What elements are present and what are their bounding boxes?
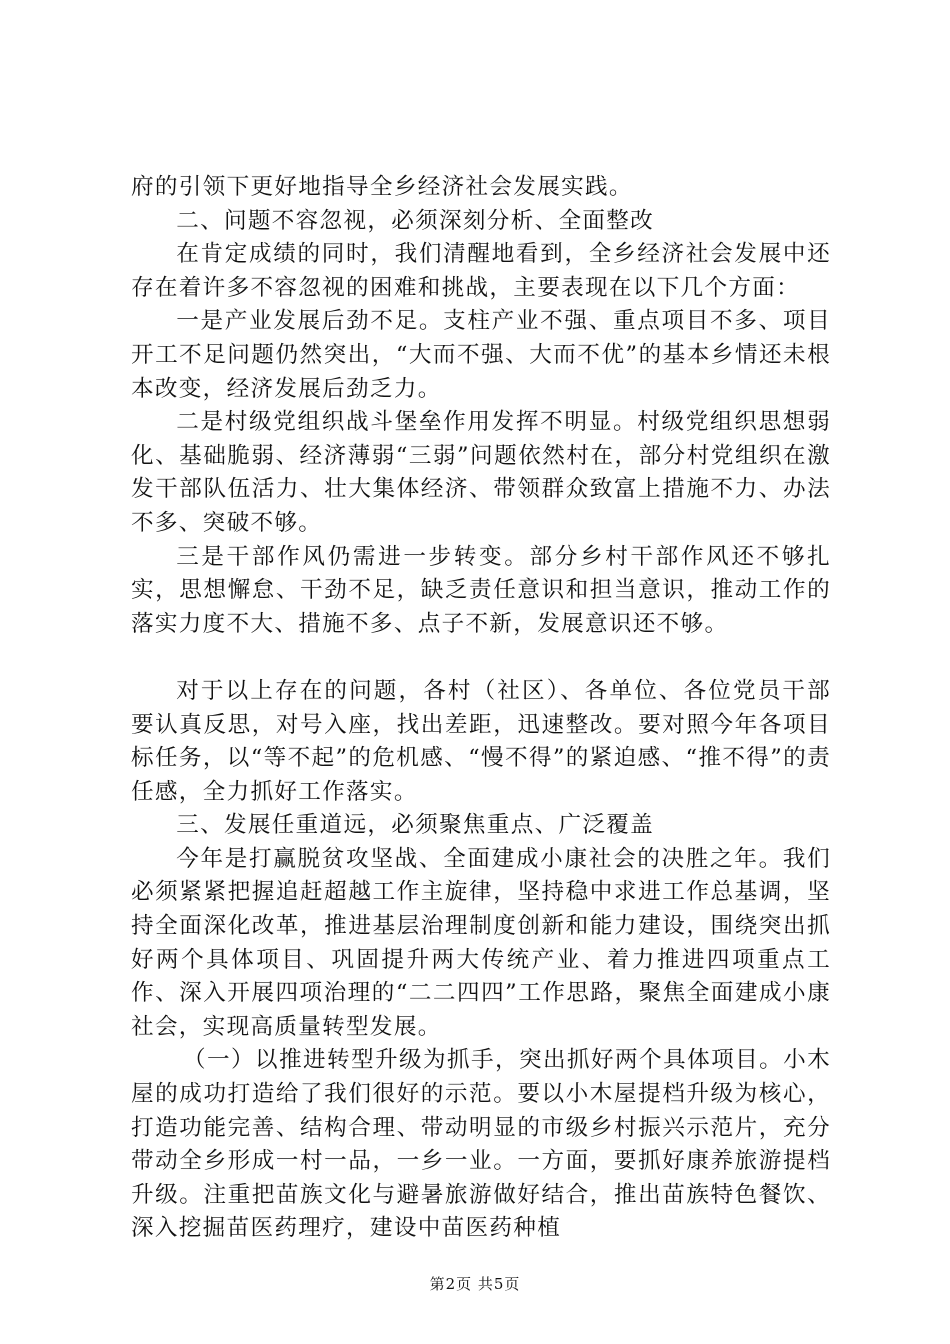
document-body <box>131 171 831 1246</box>
paragraph-problem-2: 二是村级党组织战斗堡垒作用发挥不明显。村级党组织思想弱化、基础脆弱、经济薄弱“三弱”问题依然村在，部分村党组织在激发干部队伍活力、壮大集体经济、带领群众致富上措施不力、办法不多、突破不够。 <box>131 409 831 536</box>
section-heading-3: 三、发展任重道远，必须聚焦重点、广泛覆盖 <box>176 812 655 839</box>
paragraph-continuation: 府的引领下更好地指导全乡经济社会发展实践。 <box>131 174 633 200</box>
page-number-footer: 第2页 共5页 <box>429 1275 521 1293</box>
section-heading-2: 二、问题不容忽视，必须深刻分析、全面整改 <box>176 207 655 234</box>
paragraph-problem-3: 三是干部作风仍需进一步转变。部分乡村干部作风还不够扎实，思想懈怠、干劲不足，缺乏责任意识和担当意识，推动工作的落实力度不大、措施不多、点子不新，发展意识还不够。 <box>131 543 831 637</box>
paragraph-intro-problems: 在肯定成绩的同时，我们清醒地看到，全乡经济社会发展中还存在着许多不容忽视的困难和挑战，主要表现在以下几个方面： <box>131 241 831 301</box>
paragraph-subsection-1: （一）以推进转型升级为抓手，突出抓好两个具体项目。小木屋的成功打造给了我们很好的示范。要以小木屋提档升级为核心，打造功能完善、结构合理、带动明显的市级乡村振兴示范片，充分带动全乡形成一村一品，一乡一业。一方面，要抓好康养旅游提档升级。注重把苗族文化与避暑旅游做好结合，推出苗族特色餐饮、深入挖掘苗医药理疗，建设中苗医药种植 <box>131 1047 831 1242</box>
paragraph-tasks: 今年是打赢脱贫攻坚战、全面建成小康社会的决胜之年。我们必须紧紧把握追赶超越工作主旋律，坚持稳中求进工作总基调，坚持全面深化改革，推进基层治理制度创新和能力建设，围绕突出抓好两个具体项目、巩固提升两大传统产业、着力推进四项重点工作、深入开展四项治理的“二二四四”工作思路，聚焦全面建成小康社会，实现高质量转型发展。 <box>131 845 831 1040</box>
paragraph-problem-1: 一是产业发展后劲不足。支柱产业不强、重点项目不多、项目开工不足问题仍然突出，“大而不强、大而不优”的基本乡情还未根本改变，经济发展后劲乏力。 <box>131 308 831 402</box>
blank-line <box>131 641 831 675</box>
paragraph-rectification: 对于以上存在的问题，各村（社区）、各单位、各位党员干部要认真反思，对号入座，找出差距，迅速整改。要对照今年各项目标任务，以“等不起”的危机感、“慢不得”的紧迫感、“推不得”的责任感，全力抓好工作落实。 <box>131 677 831 805</box>
